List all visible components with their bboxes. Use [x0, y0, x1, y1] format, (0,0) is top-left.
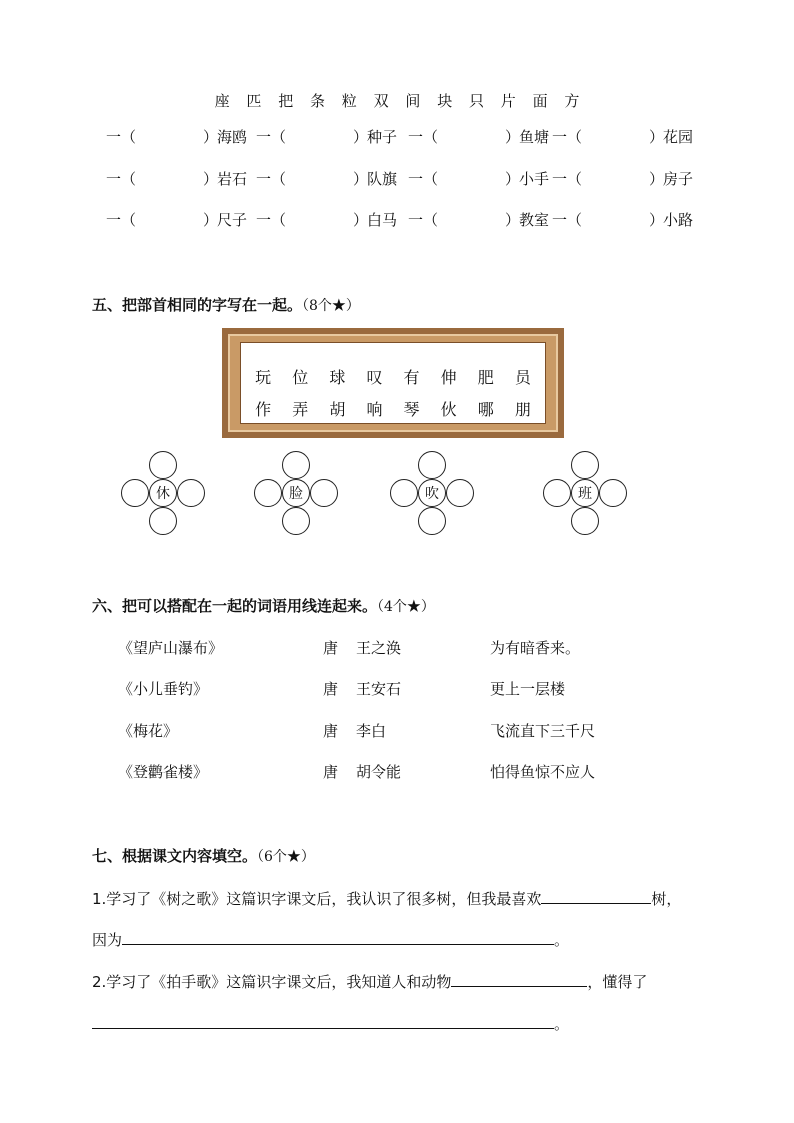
frame-char: 位: [292, 368, 309, 387]
frame-char: 球: [329, 368, 346, 387]
bank-char: 把: [278, 92, 294, 110]
measure-item: 一（ ）白马: [256, 211, 398, 229]
character-row-1: [241, 365, 545, 388]
question-1-line-2: 因为 。: [92, 928, 569, 950]
measure-item: 一（ ）岩石: [106, 170, 248, 188]
answer-petal[interactable]: [418, 451, 446, 479]
answer-line[interactable]: [122, 928, 554, 945]
bank-char: 方: [564, 92, 580, 110]
answer-line[interactable]: [92, 1012, 554, 1029]
bank-char: 匹: [246, 92, 262, 110]
bank-char: 双: [373, 92, 389, 110]
answer-petal[interactable]: [254, 479, 282, 507]
poem-dynasty: 唐: [323, 722, 339, 740]
answer-petal[interactable]: [282, 451, 310, 479]
answer-petal[interactable]: [149, 451, 177, 479]
poem-author[interactable]: 王之涣: [356, 639, 402, 657]
bank-char: 面: [532, 92, 548, 110]
poem-title[interactable]: 《望庐山瀑布》: [118, 639, 224, 657]
frame-char: 响: [366, 400, 383, 419]
frame-char: 叹: [366, 368, 383, 387]
flower-center-char: 脸: [282, 479, 310, 507]
poem-author[interactable]: 李白: [356, 722, 387, 740]
frame-char: 伸: [440, 368, 457, 387]
question-2-line-2: 。: [92, 1012, 569, 1034]
bank-char: 粒: [341, 92, 357, 110]
answer-petal[interactable]: [282, 507, 310, 535]
answer-petal[interactable]: [543, 479, 571, 507]
poem-author[interactable]: 王安石: [356, 680, 402, 698]
measure-item: 一（ ）队旗: [256, 170, 398, 188]
bank-char: 间: [405, 92, 421, 110]
section5-heading: 五、把部首相同的字写在一起。（8个★）: [92, 296, 360, 314]
answer-petal[interactable]: [310, 479, 338, 507]
character-frame: [222, 328, 564, 438]
question-1-line-1: 1.学习了《树之歌》这篇识字课文后，我认识了很多树，但我最喜欢 树，: [92, 887, 681, 909]
character-row-2: [241, 397, 545, 420]
frame-char: 玩: [255, 368, 272, 387]
measure-word-bank: [0, 90, 794, 111]
character-frame-inner: [240, 342, 546, 424]
answer-petal[interactable]: [390, 479, 418, 507]
radical-flower-4: [543, 451, 627, 535]
poem-line[interactable]: 怕得鱼惊不应人: [490, 763, 596, 781]
poem-author[interactable]: 胡令能: [356, 763, 402, 781]
answer-petal[interactable]: [177, 479, 205, 507]
section6-heading: 六、把可以搭配在一起的词语用线连起来。（4个★）: [92, 597, 435, 615]
answer-petal[interactable]: [149, 507, 177, 535]
frame-char: 肥: [477, 368, 494, 387]
frame-char: 哪: [477, 400, 494, 419]
radical-flower-1: [121, 451, 205, 535]
measure-item: 一（ ）小手: [408, 170, 550, 188]
bank-char: 块: [437, 92, 453, 110]
flower-center-char: 班: [571, 479, 599, 507]
bank-char: 条: [310, 92, 326, 110]
frame-char: 员: [514, 368, 531, 387]
bank-char: 片: [500, 92, 516, 110]
radical-flower-3: [390, 451, 474, 535]
measure-item: 一（ ）海鸥: [106, 128, 248, 146]
flower-center-char: 吹: [418, 479, 446, 507]
frame-char: 作: [255, 400, 272, 419]
flower-center-char: 休: [149, 479, 177, 507]
frame-char: 朋: [514, 400, 531, 419]
frame-char: 琴: [403, 400, 420, 419]
poem-dynasty: 唐: [323, 680, 339, 698]
measure-item: 一（ ）房子: [552, 170, 694, 188]
answer-petal[interactable]: [571, 451, 599, 479]
question-2-line-1: 2.学习了《拍手歌》这篇识字课文后，我知道人和动物 ，懂得了: [92, 970, 647, 992]
measure-item: 一（ ）花园: [552, 128, 694, 146]
answer-petal[interactable]: [571, 507, 599, 535]
frame-char: 伙: [440, 400, 457, 419]
answer-petal[interactable]: [446, 479, 474, 507]
answer-petal[interactable]: [121, 479, 149, 507]
poem-title[interactable]: 《梅花》: [118, 722, 179, 740]
measure-item: 一（ ）小路: [552, 211, 694, 229]
poem-dynasty: 唐: [323, 639, 339, 657]
measure-item: 一（ ）鱼塘: [408, 128, 550, 146]
radical-flower-2: [254, 451, 338, 535]
poem-line[interactable]: 为有暗香来。: [490, 639, 581, 657]
bank-char: 只: [468, 92, 484, 110]
frame-char: 胡: [329, 400, 346, 419]
frame-char: 弄: [292, 400, 309, 419]
poem-title[interactable]: 《登鹳雀楼》: [118, 763, 209, 781]
poem-line[interactable]: 更上一层楼: [490, 680, 566, 698]
poem-title[interactable]: 《小儿垂钓》: [118, 680, 209, 698]
measure-item: 一（ ）种子: [256, 128, 398, 146]
bank-char: 座: [214, 92, 230, 110]
answer-line[interactable]: [451, 970, 587, 987]
answer-petal[interactable]: [418, 507, 446, 535]
poem-dynasty: 唐: [323, 763, 339, 781]
measure-item: 一（ ）尺子: [106, 211, 248, 229]
section7-heading: 七、根据课文内容填空。（6个★）: [92, 847, 315, 865]
poem-line[interactable]: 飞流直下三千尺: [490, 722, 596, 740]
answer-petal[interactable]: [599, 479, 627, 507]
frame-char: 有: [403, 368, 420, 387]
measure-item: 一（ ）教室: [408, 211, 550, 229]
answer-line[interactable]: [541, 887, 651, 904]
